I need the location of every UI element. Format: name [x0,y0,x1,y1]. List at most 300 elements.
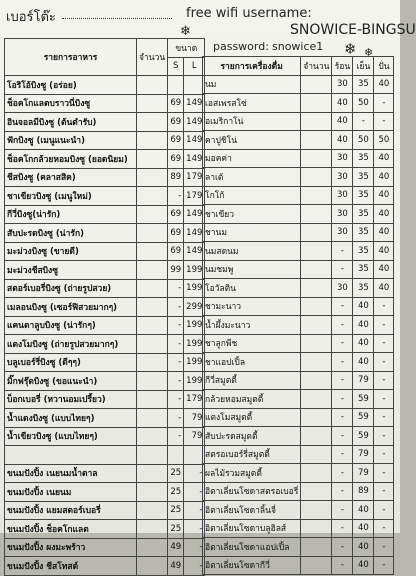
drink-item-name: ชาแอปเปิ้ล [203,353,301,372]
drink-item-name: เอสเพรสโซ่ [203,94,301,113]
table-row [5,557,205,576]
food-item-name: น้ำเขียวบิงซู (แบบไทยๆ) [5,427,137,446]
drink-menu-table [202,56,394,575]
food-item-name: ฟักบิงซู (เมนูแนะนำ) [5,131,137,150]
table-row [5,446,205,465]
food-item-name: ช็อคโกแลตบราวนี่บิงซู [5,94,137,113]
price-hot-cell: 30 [332,186,353,205]
food-item-header: รายการอาหาร [5,39,137,76]
quantity-cell [137,557,168,576]
food-item-name: ช็อคโกกล้วยหอมบิงซู (ยอดนิยม) [5,150,137,169]
table-row [5,279,205,298]
food-item-name: ขนมปังปิ้ง ผงมะพร้าว [5,538,137,557]
drink-item-name: อิตาเลี่ยนโซดาสตรอเบอรี่ [203,482,301,501]
table-row [5,261,205,280]
price-hot-cell: - [332,501,353,520]
food-item-name: อินจอลมีบิงซู (ต้นตำรับ) [5,113,137,132]
quantity-cell [301,94,332,113]
table-row [5,316,205,335]
table-row [5,520,205,539]
price-l-cell: - [184,483,205,502]
price-hot-cell: - [332,464,353,483]
quantity-cell [137,316,168,335]
price-l-cell: 149 [184,242,205,261]
snowflake-icon: ❄ [180,24,191,39]
table-row [203,408,394,427]
price-hot-cell: - [332,242,353,261]
quantity-cell [137,390,168,409]
price-s-cell: 69 [168,94,184,113]
table-row [5,205,205,224]
table-row [203,279,394,298]
snowflake-icon: ❄ [364,46,374,59]
price-s-cell: 89 [168,168,184,187]
price-cold-cell: 59 [353,427,374,446]
drink-hot-header: ร้อน [332,57,353,76]
price-frappe-cell: - [374,316,394,335]
price-cold-cell: 50 [353,131,374,150]
quantity-cell [137,298,168,317]
price-hot-cell: - [332,316,353,335]
food-item-name: เมลอนบิงซู (เซอร์ฟิสวยมากๆ) [5,298,137,317]
food-item-name: สับปะรดบิงซู (น่ารัก) [5,224,137,243]
food-size-l-header: L [184,57,205,76]
quantity-cell [137,427,168,446]
price-hot-cell: - [332,538,353,557]
food-item-name: ชีสบิงซู (คลาสสิค) [5,168,137,187]
price-l-cell: 149 [184,94,205,113]
table-row [203,519,394,538]
price-frappe-cell: - [374,334,394,353]
quantity-cell [301,538,332,557]
table-row [203,260,394,279]
drink-item-name: ผลไม้รวมสมูตตี้ [203,464,301,483]
price-cold-cell: 40 [353,353,374,372]
price-hot-cell: 30 [332,149,353,168]
quantity-cell [301,482,332,501]
price-cold-cell: 40 [353,519,374,538]
price-frappe-cell: - [374,519,394,538]
quantity-cell [301,464,332,483]
price-frappe-cell: 40 [374,75,394,94]
password-label: password: [213,40,269,53]
table-row [5,94,205,113]
food-item-name: ขนมปังปิ้ง แยมสตอร์เบอรี่ [5,501,137,520]
price-s-cell: 69 [168,131,184,150]
price-frappe-cell: - [374,297,394,316]
quantity-cell [301,168,332,187]
table-row [203,75,394,94]
drink-item-name: แตงโมสมูตตี้ [203,408,301,427]
quantity-cell [301,501,332,520]
table-row [203,556,394,575]
price-l-cell: 79 [184,427,205,446]
price-cold-cell: - [353,112,374,131]
price-l-cell: - [184,520,205,539]
drink-item-name: ชาเขียว [203,205,301,224]
price-frappe-cell: - [374,445,394,464]
quantity-cell [301,390,332,409]
price-l-cell: - [184,501,205,520]
quantity-cell [137,538,168,557]
price-s-cell: - [168,409,184,428]
drink-item-name: อิตาเลี่ยนโซดาบลูฮิลส์ [203,519,301,538]
drink-cold-header: เย็น [353,57,374,76]
price-l-cell: 199 [184,372,205,391]
price-hot-cell: - [332,297,353,316]
price-hot-cell: - [332,334,353,353]
table-row [203,316,394,335]
table-row [203,242,394,261]
table-row [203,464,394,483]
quantity-cell [301,445,332,464]
password-value: snowice1 [272,40,324,53]
quantity-cell [137,353,168,372]
table-row [203,149,394,168]
price-s-cell: 49 [168,538,184,557]
quantity-cell [301,260,332,279]
quantity-cell [137,279,168,298]
price-cold-cell: 79 [353,464,374,483]
price-s-cell: 25 [168,501,184,520]
price-l-cell: 179 [184,390,205,409]
price-s-cell [168,446,184,465]
price-hot-cell: - [332,445,353,464]
price-cold-cell: 35 [353,279,374,298]
price-cold-cell: 35 [353,260,374,279]
quantity-cell [301,186,332,205]
table-row [203,501,394,520]
table-row [203,353,394,372]
table-row [203,205,394,224]
price-hot-cell: 30 [332,205,353,224]
table-row [203,371,394,390]
price-hot-cell: - [332,519,353,538]
price-l-cell: 149 [184,113,205,132]
food-item-name: บ็อกเบอรี่ (หวานอมเปรี้ยว) [5,390,137,409]
price-l-cell: 199 [184,316,205,335]
drink-item-name: น้ำผึ้งมะนาว [203,316,301,335]
drink-item-name: อิตาเลี่ยนโซดาแอปเปิ้ล [203,538,301,557]
price-frappe-cell: - [374,556,394,575]
price-s-cell: 25 [168,520,184,539]
price-s-cell: 69 [168,205,184,224]
snowflake-icon: ❄ [344,40,357,58]
price-hot-cell: 30 [332,168,353,187]
quantity-cell [301,334,332,353]
price-cold-cell: 59 [353,390,374,409]
price-hot-cell: - [332,482,353,501]
price-frappe-cell: - [374,501,394,520]
quantity-cell [301,131,332,150]
food-item-name: แคนตาลูบบิงซู (น่ารักๆ) [5,316,137,335]
food-item-name: มะม่วงบิงซู (ขายดี) [5,242,137,261]
food-item-name: กีวี่บิงซู(น่ารัก) [5,205,137,224]
price-l-cell: 299 [184,298,205,317]
quantity-cell [301,353,332,372]
table-row [203,390,394,409]
drink-item-name: กล้วยหอมสมูตตี้ [203,390,301,409]
food-item-name: ขนมปังปิ้ง ช็อคโกแลต [5,520,137,539]
price-cold-cell: 35 [353,149,374,168]
drink-item-name: อิตาเลี่ยนโซดาลิ้นจี่ [203,501,301,520]
price-hot-cell: 40 [332,94,353,113]
price-s-cell: - [168,316,184,335]
drink-item-name: ชานม [203,223,301,242]
price-hot-cell: - [332,556,353,575]
wifi-label: free wifi username: [186,6,312,21]
quantity-cell [301,279,332,298]
price-l-cell: 199 [184,261,205,280]
drink-item-name: กีวี่สมูตตี้ [203,371,301,390]
price-cold-cell: 40 [353,297,374,316]
food-item-name: ขนมปังปิ้ง เนยนม [5,483,137,502]
drink-item-name: นมสดนม [203,242,301,261]
quantity-cell [137,187,168,206]
table-row [203,94,394,113]
drink-item-name: ลาเต้ [203,168,301,187]
drink-item-name: นมชมพู [203,260,301,279]
table-row [203,482,394,501]
quantity-cell [137,501,168,520]
table-row [5,372,205,391]
price-l-cell: 179 [184,187,205,206]
price-cold-cell: 89 [353,482,374,501]
table-row [203,223,394,242]
price-frappe-cell: - [374,94,394,113]
price-s-cell: - [168,390,184,409]
quantity-cell [137,483,168,502]
food-menu-table [4,38,205,576]
price-frappe-cell: 50 [374,131,394,150]
quantity-cell [137,335,168,354]
table-row [5,242,205,261]
table-row [5,168,205,187]
price-cold-cell: 35 [353,242,374,261]
drink-item-name: คาปูชิโน่ [203,131,301,150]
quantity-cell [137,168,168,187]
table-row [203,186,394,205]
table-row [5,427,205,446]
price-hot-cell: 30 [332,75,353,94]
quantity-cell [301,556,332,575]
price-s-cell [168,76,184,95]
price-l-cell: - [184,464,205,483]
table-row [203,297,394,316]
table-row [5,409,205,428]
price-frappe-cell: - [374,371,394,390]
drink-item-header: รายการเครื่องดื่ม [203,57,301,76]
price-hot-cell: - [332,390,353,409]
price-s-cell: - [168,372,184,391]
price-frappe-cell: 40 [374,149,394,168]
table-row [5,150,205,169]
price-cold-cell: 35 [353,205,374,224]
table-row [5,224,205,243]
quantity-cell [137,409,168,428]
price-l-cell: 149 [184,131,205,150]
price-cold-cell: 35 [353,186,374,205]
price-cold-cell: 35 [353,168,374,187]
food-item-name: มิ๊กฟรุ๊ตบิงซู (ขอแนะนำ) [5,372,137,391]
price-l-cell: 199 [184,279,205,298]
price-hot-cell: - [332,260,353,279]
price-frappe-cell: - [374,427,394,446]
table-row [203,168,394,187]
quantity-cell [301,408,332,427]
price-l-cell: 149 [184,205,205,224]
price-s-cell: 49 [168,557,184,576]
quantity-cell [137,261,168,280]
quantity-cell [137,94,168,113]
food-qty-header: จำนวน [137,39,168,76]
table-row [5,501,205,520]
price-cold-cell: 79 [353,371,374,390]
quantity-cell [137,372,168,391]
price-frappe-cell: 40 [374,223,394,242]
table-row [5,390,205,409]
price-frappe-cell: 40 [374,242,394,261]
price-frappe-cell: - [374,390,394,409]
price-frappe-cell: 40 [374,279,394,298]
price-s-cell: 25 [168,464,184,483]
quantity-cell [137,446,168,465]
price-s-cell: 69 [168,150,184,169]
table-row [203,131,394,150]
quantity-cell [137,150,168,169]
price-hot-cell: - [332,353,353,372]
quantity-cell [301,242,332,261]
food-item-name: แตงโมบิงซู (ถ่ายรูปสวยมากๆ) [5,335,137,354]
price-frappe-cell: 40 [374,205,394,224]
price-frappe-cell: 40 [374,186,394,205]
table-number-line [62,18,172,19]
price-frappe-cell: 40 [374,168,394,187]
price-s-cell: - [168,187,184,206]
drink-item-name: ชามะนาว [203,297,301,316]
quantity-cell [137,76,168,95]
food-item-name: ชาเขียวบิงซู (เมนูใหม่) [5,187,137,206]
price-s-cell: - [168,298,184,317]
price-s-cell: 99 [168,261,184,280]
price-cold-cell: 50 [353,94,374,113]
price-hot-cell: - [332,427,353,446]
quantity-cell [301,112,332,131]
table-row [5,538,205,557]
drink-item-name: นม [203,75,301,94]
table-row [5,187,205,206]
price-l-cell: 149 [184,224,205,243]
price-s-cell: 69 [168,242,184,261]
quantity-cell [137,224,168,243]
price-l-cell: 199 [184,353,205,372]
price-l-cell: - [184,557,205,576]
wifi-username: SNOWICE-BINGSU [290,22,416,38]
price-frappe-cell: - [374,482,394,501]
price-frappe-cell: - [374,408,394,427]
drink-item-name: อิตาเลี่ยนโซดากีวี่ [203,556,301,575]
table-row [203,334,394,353]
quantity-cell [301,223,332,242]
price-hot-cell: - [332,371,353,390]
price-s-cell: 25 [168,483,184,502]
quantity-cell [301,316,332,335]
price-s-cell: 69 [168,113,184,132]
table-row [203,445,394,464]
price-l-cell: 199 [184,335,205,354]
price-l-cell: - [184,538,205,557]
drink-frappe-header: ปั่น [374,57,394,76]
price-cold-cell: 40 [353,556,374,575]
table-row [5,113,205,132]
price-l-cell: 149 [184,150,205,169]
food-size-s-header: S [168,57,184,76]
quantity-cell [301,427,332,446]
food-item-name: ขนมปังปิ้ง เนยนมน้ำตาล [5,464,137,483]
drink-item-name: อเมริกาโน่ [203,112,301,131]
price-l-cell: 179 [184,168,205,187]
price-hot-cell: 30 [332,223,353,242]
food-item-name: มะม่วงชีสบิงซู [5,261,137,280]
price-cold-cell: 40 [353,538,374,557]
price-s-cell: - [168,353,184,372]
quantity-cell [301,297,332,316]
table-row [203,427,394,446]
quantity-cell [301,205,332,224]
price-hot-cell: - [332,408,353,427]
food-item-name: น้ำแดงบิงซู (แบบไทยๆ) [5,409,137,428]
drink-qty-header: จำนวน [301,57,332,76]
table-row [5,464,205,483]
table-row [5,483,205,502]
price-s-cell: 69 [168,224,184,243]
price-l-cell: 79 [184,409,205,428]
price-s-cell: - [168,427,184,446]
quantity-cell [137,242,168,261]
food-item-name: โอริโอ้บิงซู (อร่อย) [5,76,137,95]
food-item-name [5,446,137,465]
quantity-cell [137,520,168,539]
price-cold-cell: 79 [353,445,374,464]
quantity-cell [301,75,332,94]
price-cold-cell: 59 [353,408,374,427]
price-cold-cell: 35 [353,223,374,242]
drink-item-name: สับปะรดสมูตตี้ [203,427,301,446]
table-row [5,76,205,95]
price-hot-cell: 40 [332,131,353,150]
price-s-cell: - [168,335,184,354]
quantity-cell [137,464,168,483]
price-frappe-cell: - [374,353,394,372]
food-item-name: บลูเบอร์รี่บิงซู (ดีๆๆ) [5,353,137,372]
price-cold-cell: 40 [353,316,374,335]
quantity-cell [137,113,168,132]
price-cold-cell: 35 [353,75,374,94]
price-cold-cell: 40 [353,334,374,353]
table-row [203,538,394,557]
food-item-name: ขนมปังปิ้ง ชีสโทสต์ [5,557,137,576]
price-hot-cell: 40 [332,112,353,131]
price-frappe-cell: 40 [374,260,394,279]
price-frappe-cell: - [374,464,394,483]
quantity-cell [301,149,332,168]
drink-item-name: มอคค่า [203,149,301,168]
quantity-cell [301,371,332,390]
drink-item-name: โอวัลติน [203,279,301,298]
quantity-cell [137,205,168,224]
price-frappe-cell: - [374,112,394,131]
price-hot-cell: 30 [332,279,353,298]
